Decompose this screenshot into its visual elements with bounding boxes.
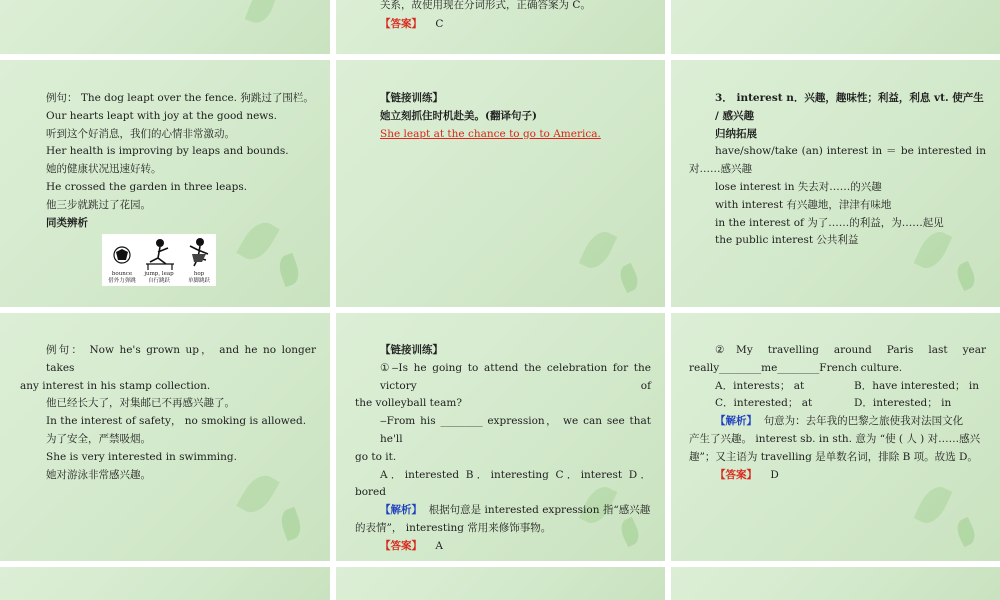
example-line: 他三步就跳过了花园。 (46, 198, 151, 211)
example-line: 听到这个好消息，我们的心情非常激动。 (46, 127, 235, 140)
example-line: Her health is improving by leaps and bounds. (46, 145, 289, 158)
phrase-item: in the interest of 为了……的利益，为……起见 (715, 216, 944, 229)
example-line: 例句： The dog leapt over the fence. 狗跳过了围栏。 (46, 92, 314, 104)
options-line: A．interested B．interesting C．interest D． (380, 468, 651, 481)
caption-en: hop (193, 271, 205, 277)
options-line: bored (355, 486, 386, 499)
phrase-item: the public interest 公共利益 (715, 234, 859, 247)
question-line: ‒From his ________ expression， we can see that he'll (380, 415, 651, 445)
exercise-heading: 【链接训练】 (380, 92, 443, 104)
caption-zh: 单脚跳跃 (187, 278, 210, 284)
answer-value: C (435, 17, 444, 30)
slide-bottom-left (0, 567, 330, 600)
explanation-text: 关系，故使用现在分词形式，正确答案为 C。 (380, 0, 591, 11)
slide-leap-exercise (336, 60, 665, 307)
phrase-item: with interest 有兴趣地，津津有味地 (715, 198, 892, 211)
example-line: 他已经长大了，对集邮已不再感兴趣了。 (46, 397, 235, 410)
example-line: He crossed the garden in three leaps. (46, 180, 248, 193)
question-line: ①‒Is he going to attend the celebration for the victory of (380, 361, 651, 392)
option-c: C．interested； at (715, 397, 813, 410)
slide-top-right (671, 0, 1000, 54)
slide-bottom-middle (336, 567, 665, 600)
section-heading: 同类辨析 (46, 216, 88, 229)
option-b: B．have interested； in (854, 379, 980, 392)
example-line: 她对游泳非常感兴趣。 (46, 468, 151, 481)
example-line: She is very interested in swimming. (46, 450, 237, 463)
caption-zh: 自行跳跃 (147, 278, 170, 284)
analysis-text: 根据句意是 interested expression 指“感兴趣 (428, 504, 651, 517)
analysis-label: 【解析】 (715, 415, 757, 428)
phrase-line: have/show/take (an) interest in ＝ be interested in (715, 145, 986, 158)
phrase-item: lose interest in 失去对……的兴趣 (715, 180, 882, 193)
section-heading: 归纳拓展 (715, 127, 757, 140)
exercise-answer: She leapt at the chance to go to America. (380, 127, 601, 140)
slide-bottom-right (671, 567, 1000, 600)
answer-label: 【答案】 (380, 539, 422, 552)
slide-interest-vocab (671, 60, 1000, 307)
example-line: any interest in his stamp collection. (20, 379, 211, 392)
caption-en: bounce (111, 271, 133, 277)
analysis-text: 产生了兴趣。 interest sb. in sth. 意为 “使 ( 人 ) 对……感兴 (689, 432, 981, 445)
analysis-label: 【解析】 (380, 504, 422, 517)
question-line: ②My travelling around Paris last year (715, 344, 986, 356)
answer-value: A (435, 539, 443, 552)
example-line: Our hearts leapt with joy at the good news. (46, 109, 278, 122)
slide-top-middle (336, 0, 665, 54)
question-line: go to it. (355, 450, 397, 463)
exercise-prompt: 她立刻抓住时机赴美。(翻译句子) (380, 109, 537, 122)
example-line: 为了安全，严禁吸烟。 (46, 432, 151, 445)
answer-label: 【答案】 (715, 468, 757, 481)
analysis-text: 趣”；又主语为 travelling 是单数名词，排除 B 项。故选 D。 (689, 450, 978, 463)
phrase-line: 对……感兴趣 (689, 163, 752, 176)
caption-zh: 借外力弹跳 (108, 278, 136, 284)
exercise-heading: 【链接训练】 (380, 344, 443, 356)
example-line: 例句： Now he's grown up， and he no longer takes (46, 344, 316, 374)
answer-value: D (770, 468, 779, 481)
question-line: really________me________French culture. (689, 361, 903, 374)
slide-interest-examples (0, 313, 330, 561)
caption-en: jump, leap (144, 271, 174, 277)
vocab-title: 3． interest n．兴趣，趣味性；利益，利息 vt. 使产生 / 感兴趣 (715, 92, 984, 122)
analysis-text: 句意为：去年我的巴黎之旅使我对法国文化 (763, 415, 964, 428)
answer-label: 【答案】 (380, 17, 422, 30)
option-a: A．interests； at (715, 379, 805, 392)
example-line: In the interest of safety， no smoking is allowed. (46, 415, 307, 428)
question-line: the volleyball team? (355, 397, 462, 410)
slide-interest-exercise-2 (671, 313, 1000, 561)
analysis-text: 的表情”， interesting 常用来修饰事物。 (355, 521, 552, 534)
example-line: 她的健康状况迅速好转。 (46, 163, 162, 176)
slide-interest-exercise-1 (336, 313, 665, 561)
option-d: D．interested； in (854, 397, 952, 410)
jump-illustration (102, 234, 216, 286)
slide-top-left (0, 0, 330, 54)
